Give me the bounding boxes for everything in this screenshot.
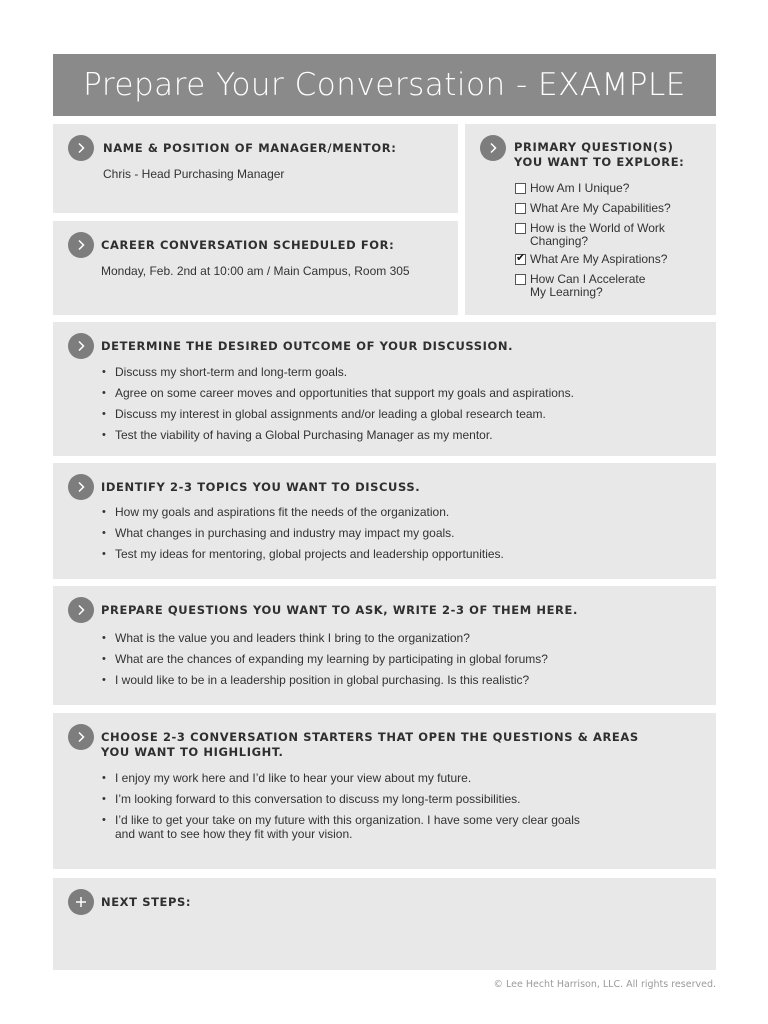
question-option[interactable] — [515, 222, 710, 248]
list-item: • Discuss my short-term and long-term goals. — [101, 365, 701, 379]
starters-list — [101, 771, 701, 848]
option-label: How is the World of Work Changing? — [530, 221, 665, 248]
manager-value: Chris - Head Purchasing Manager — [103, 167, 285, 181]
option-label: How Can I Accelerate My Learning? — [530, 272, 646, 299]
list-item: • Discuss my interest in global assignments and/or leading a global research team. — [101, 407, 701, 421]
outcome-list — [101, 365, 701, 449]
outcome-heading: DETERMINE THE DESIRED OUTCOME OF YOUR DISCUSSION. — [101, 339, 514, 353]
chevron-right-icon — [68, 724, 94, 750]
chevron-right-icon — [480, 135, 506, 161]
list-item: • Test the viability of having a Global Purchasing Manager as my mentor. — [101, 428, 701, 442]
topics-panel — [53, 463, 716, 579]
topics-list — [101, 505, 701, 568]
primary-questions-list — [515, 182, 710, 306]
list-item: • I enjoy my work here and I’d like to hear your view about my future. — [101, 771, 701, 785]
plus-icon — [68, 889, 94, 915]
scheduled-panel — [53, 221, 458, 315]
question-option[interactable] — [515, 202, 710, 215]
title-banner — [53, 54, 716, 116]
list-item: • Test my ideas for mentoring, global projects and leadership opportunities. — [101, 547, 701, 561]
checkbox[interactable] — [515, 223, 526, 234]
chevron-right-icon — [68, 232, 94, 258]
list-item: • I’m looking forward to this conversation to discuss my long-term possibilities. — [101, 792, 701, 806]
page-title: Prepare Your Conversation - EXAMPLE — [83, 67, 686, 103]
outcome-panel — [53, 322, 716, 456]
list-item: • What is the value you and leaders think I bring to the organization? — [101, 631, 701, 645]
chevron-right-icon — [68, 135, 94, 161]
questions-list — [101, 631, 701, 694]
manager-heading: NAME & POSITION OF MANAGER/MENTOR: — [103, 141, 397, 155]
checkbox[interactable] — [515, 274, 526, 285]
option-label: What Are My Capabilities? — [530, 201, 671, 215]
primary-questions-panel — [465, 124, 716, 315]
next-steps-panel — [53, 878, 716, 970]
checkbox-checked[interactable] — [515, 254, 526, 265]
question-option[interactable] — [515, 273, 710, 299]
chevron-right-icon — [68, 474, 94, 500]
primary-questions-heading: PRIMARY QUESTION(S) YOU WANT TO EXPLORE: — [514, 140, 685, 169]
starters-heading: CHOOSE 2-3 CONVERSATION STARTERS THAT OPEN THE QUESTIONS & AREAS YOU WANT TO HIGHLIGHT. — [101, 730, 639, 759]
list-item: • I’d like to get your take on my future with this organization. I have some very clear goals and want to see how they fit with your vision. — [101, 813, 701, 841]
list-item: • Agree on some career moves and opportunities that support my goals and aspirations. — [101, 386, 701, 400]
checkbox[interactable] — [515, 183, 526, 194]
list-item: • I would like to be in a leadership position in global purchasing. Is this realistic? — [101, 673, 701, 687]
chevron-right-icon — [68, 597, 94, 623]
scheduled-heading: CAREER CONVERSATION SCHEDULED FOR: — [101, 238, 395, 252]
questions-heading: PREPARE QUESTIONS YOU WANT TO ASK, WRITE 2-3 OF THEM HERE. — [101, 603, 578, 617]
list-item: • What changes in purchasing and industry may impact my goals. — [101, 526, 701, 540]
option-label: What Are My Aspirations? — [530, 252, 668, 266]
copyright-footer: © Lee Hecht Harrison, LLC. All rights reserved. — [493, 979, 716, 990]
question-option[interactable] — [515, 253, 710, 266]
starters-panel — [53, 713, 716, 869]
scheduled-value: Monday, Feb. 2nd at 10:00 am / Main Campus, Room 305 — [101, 264, 410, 278]
list-item: • How my goals and aspirations fit the needs of the organization. — [101, 505, 701, 519]
checkbox[interactable] — [515, 203, 526, 214]
check-mark-icon: ✔ — [516, 252, 526, 264]
questions-panel — [53, 586, 716, 705]
next-steps-heading: NEXT STEPS: — [101, 895, 192, 909]
option-label: How Am I Unique? — [530, 181, 630, 195]
list-item: • What are the chances of expanding my learning by participating in global forums? — [101, 652, 701, 666]
chevron-right-icon — [68, 333, 94, 359]
question-option[interactable] — [515, 182, 710, 195]
topics-heading: IDENTIFY 2-3 TOPICS YOU WANT TO DISCUSS. — [101, 480, 421, 494]
manager-panel — [53, 124, 458, 213]
